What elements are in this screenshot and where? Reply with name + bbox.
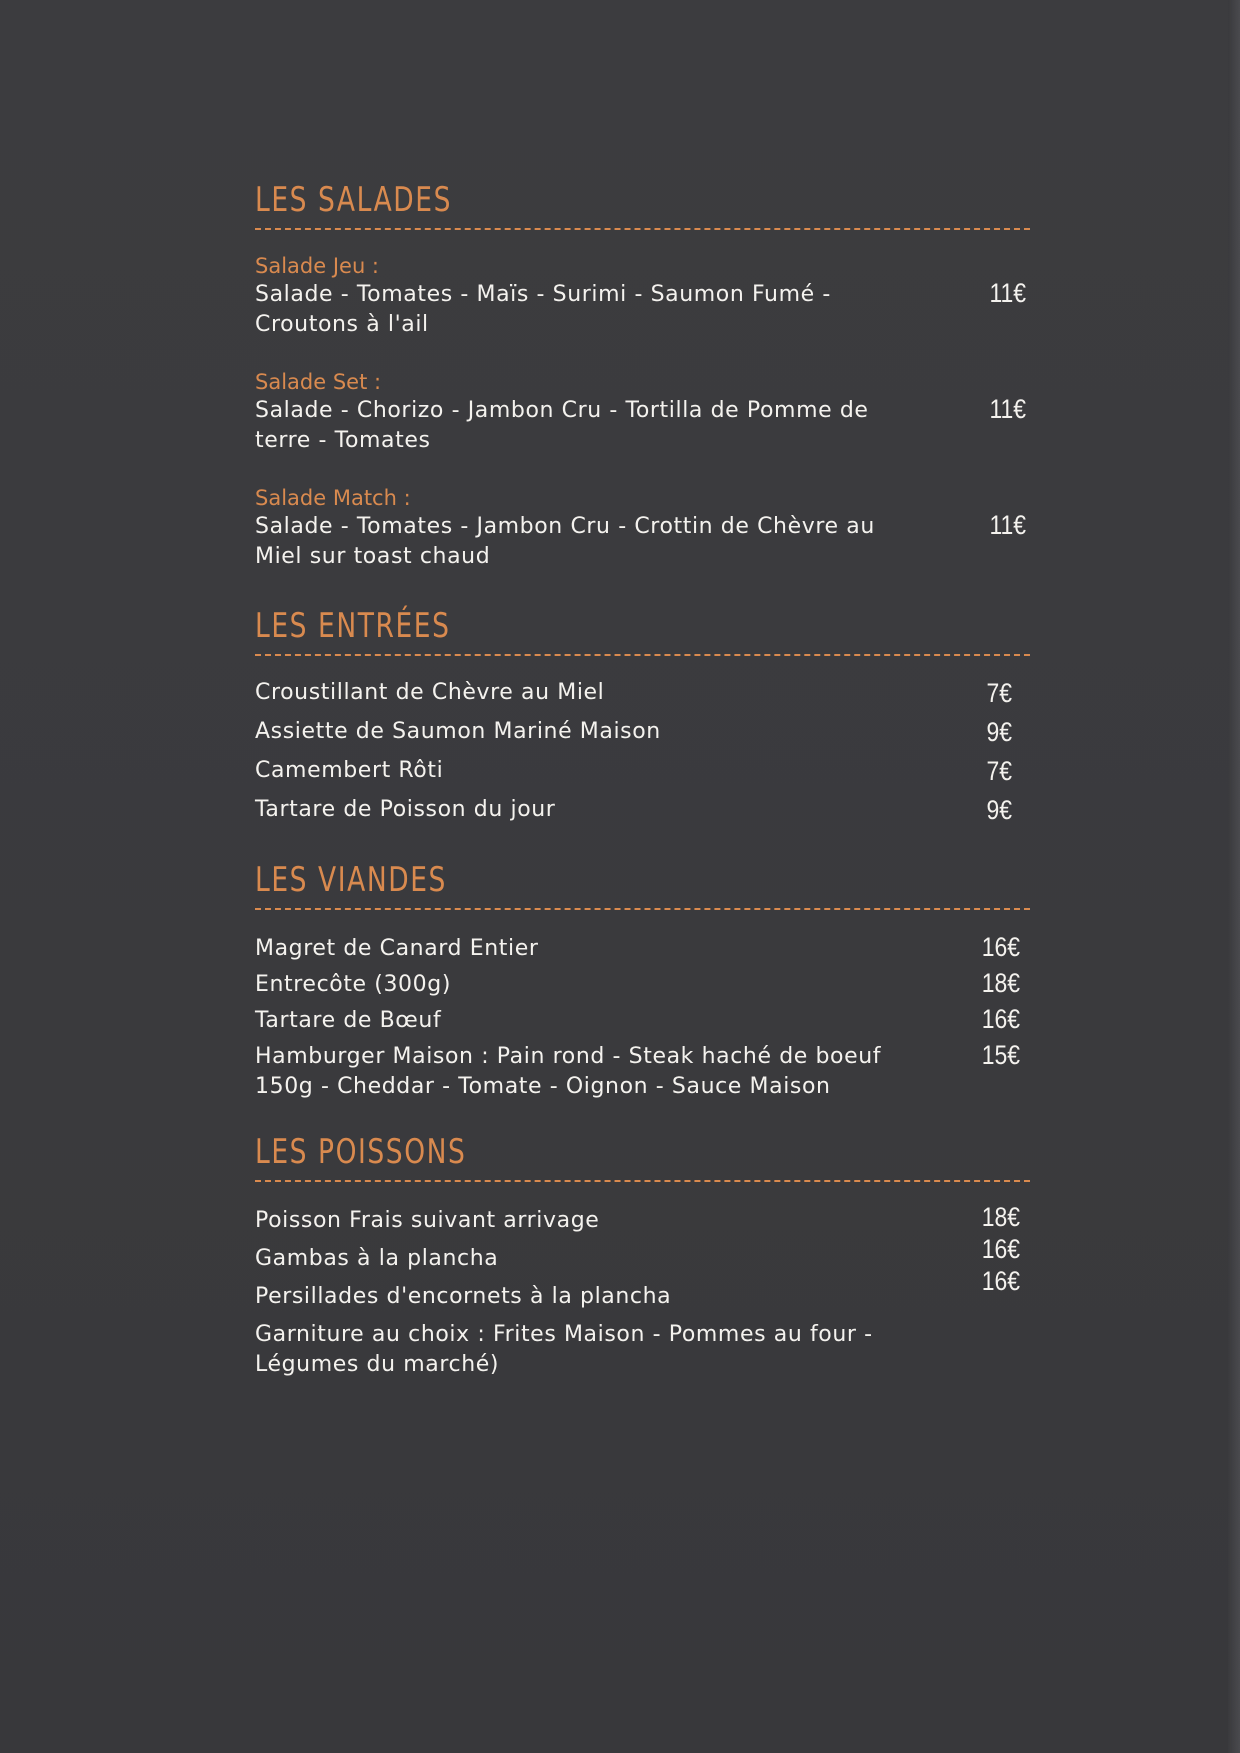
menu-item: [255, 717, 1030, 756]
menu-item-salade-match: [255, 484, 1030, 572]
item-description: Salade - Tomates - Jambon Cru - Crottin de Chèvre au Miel sur toast chaud: [255, 514, 875, 569]
item-description: Entrecôte (300g): [255, 972, 451, 997]
item-price: 11€: [989, 278, 1026, 308]
menu-item-salade-set: [255, 368, 1030, 456]
menu-item: [255, 1266, 1030, 1320]
item-description: Magret de Canard Entier: [255, 936, 539, 961]
item-price: 9€: [986, 795, 1012, 825]
section-divider: [255, 1180, 1030, 1182]
item-price: 18€: [981, 968, 1020, 998]
item-name: Salade Set :: [255, 370, 382, 394]
item-price: 16€: [981, 932, 1020, 962]
section-divider: [255, 908, 1030, 910]
item-description: Hamburger Maison : Pain rond - Steak haché de boeuf 150g - Cheddar - Tomate - Oignon - Sauce Maison: [255, 1044, 882, 1099]
item-description: Salade - Chorizo - Jambon Cru - Tortilla de Pomme de terre - Tomates: [255, 398, 869, 453]
section-poissons: [255, 1132, 1030, 1380]
item-name: Salade Match :: [255, 486, 411, 510]
item-description: Croustillant de Chèvre au Miel: [255, 680, 605, 705]
menu-content: [255, 180, 1030, 1380]
section-divider: [255, 654, 1030, 656]
item-description: Poisson Frais suivant arrivage: [255, 1208, 600, 1233]
item-price: 11€: [989, 394, 1026, 424]
item-price: 16€: [981, 1004, 1020, 1034]
item-price: 9€: [986, 717, 1012, 747]
page-edge: [1228, 0, 1240, 1753]
section-entrees: [255, 606, 1030, 834]
section-title-viandes: LES VIANDES: [255, 860, 447, 900]
item-description: Assiette de Saumon Mariné Maison: [255, 719, 661, 744]
menu-item: [255, 756, 1030, 795]
item-description: Tartare de Poisson du jour: [255, 797, 556, 822]
menu-item: [255, 795, 1030, 834]
item-price: 16€: [981, 1234, 1020, 1264]
item-description: Tartare de Bœuf: [255, 1008, 442, 1033]
item-price: 15€: [981, 1040, 1020, 1070]
menu-item: [255, 1006, 1030, 1042]
section-title-poissons: LES POISSONS: [255, 1132, 467, 1172]
item-price: 18€: [981, 1202, 1020, 1232]
section-divider: [255, 228, 1030, 230]
section-salades: [255, 180, 1030, 572]
menu-item: [255, 970, 1030, 1006]
item-description: Persillades d'encornets à la plancha: [255, 1284, 672, 1309]
section-viandes: [255, 860, 1030, 1102]
menu-item: [255, 934, 1030, 970]
item-price: 7€: [986, 756, 1012, 786]
item-description: Gambas à la plancha: [255, 1246, 499, 1271]
section-title-salades: LES SALADES: [255, 180, 452, 220]
item-description: Salade - Tomates - Maïs - Surimi - Saumon Fumé - Croutons à l'ail: [255, 282, 831, 337]
menu-item: [255, 1234, 1030, 1282]
menu-item-salade-jeu: [255, 252, 1030, 340]
menu-item: [255, 678, 1030, 717]
item-price: 11€: [989, 510, 1026, 540]
section-title-entrees: LES ENTRÉES: [255, 606, 451, 646]
menu-item: [255, 1042, 1030, 1102]
menu-item: [255, 1202, 1030, 1244]
item-name: Salade Jeu :: [255, 254, 380, 278]
item-description: Camembert Rôti: [255, 758, 444, 783]
item-price: 16€: [981, 1266, 1020, 1296]
garniture-note: [255, 1320, 1030, 1380]
garniture-text: Garniture au choix : Frites Maison - Pommes au four - Légumes du marché): [255, 1322, 873, 1377]
item-price: 7€: [986, 678, 1012, 708]
